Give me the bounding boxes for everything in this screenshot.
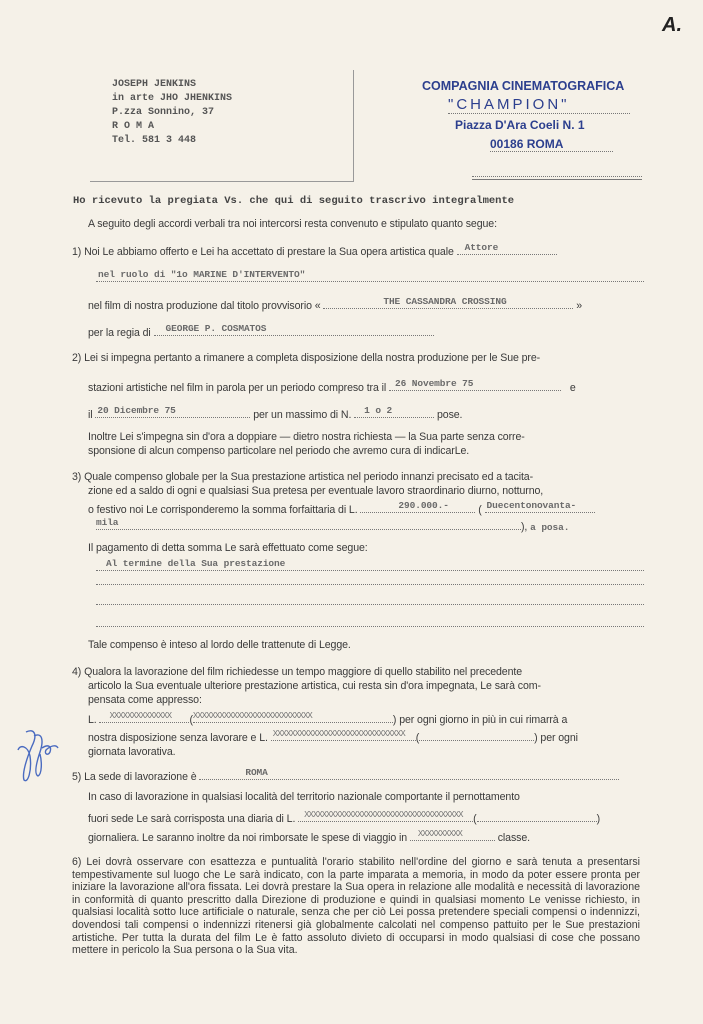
amount-value: 290.000.- [398,500,449,511]
s4-line5: nostra disposizione senza lavorare e L. [88,732,268,744]
amount-words-2: mila [96,517,119,528]
payment-value: Al termine della Sua prestazione [106,558,286,569]
blank-line [96,604,644,605]
heading: Ho ricevuto la pregiata Vs. che qui di seguito trascrivo integralmente [73,195,515,207]
s2-end-line [88,406,462,421]
blank-line [96,584,644,585]
role-detail-line [96,270,644,285]
s4-work-line: nostra disposizione senza lavorare e L. XXXXXXXXXXXXXXXXXXXXXXXXXXXXXX ( ) per ogni [88,729,578,744]
signature [12,726,62,784]
s4-line1: 4) Qualora la lavorazione del film richiedesse un tempo maggiore di quello stabilito nel precedente [72,666,523,678]
divider-vertical [353,70,354,182]
role-detail-value: nel ruolo di "1o MARINE D'INTERVENTO" [98,269,306,280]
company-city: 00186 ROMA [490,137,613,152]
sender-phone: Tel. 581 3 448 [112,135,197,146]
director-value: GEORGE P. COSMATOS [165,323,267,334]
sender-name: JOSEPH JENKINS [112,79,197,90]
sender-address: P.zza Sonnino, 37 [112,107,215,118]
s1-text: 1) Noi Le abbiamo offerto e Lei ha accettato di prestare la Sua opera artistica quale [72,246,454,258]
s2-dub2: sponsione di alcun compenso particolare nel periodo che avremo cura di indicarLe. [88,445,470,457]
s3-words-line: mila ), a posa. [96,517,570,533]
s2-line1: 2) Lei si impegna pertanto a rimanere a completa disposizione della nostra produzione per le Sue pre- [72,352,541,364]
role-field [457,243,557,255]
s5-diaria-line: fuori sede Le sarà corrisposta una diaria di L. XXXXXXXXXXXXXXXXXXXXXXXXXXXXXXXXXXXX ( ) [88,810,601,825]
s5-line2: In caso di lavorazione in qualsiasi località del territorio nazionale comportante il pernottamento [88,791,520,803]
s5-place-line [72,768,619,783]
company-brand: "CHAMPION" [448,96,630,114]
s2-il: il [88,409,93,421]
page-mark: A. [662,14,682,36]
company-name: COMPAGNIA CINEMATOGRAFICA [422,79,625,93]
role-value: Attore [464,242,499,253]
s5-classe: classe. [497,832,531,844]
place-value: ROMA [245,767,268,778]
s4-line6: giornata lavorativa. [88,746,176,758]
amount-words-1: Duecentonovanta- [486,500,577,511]
s4-x1: XXXXXXXXXXXXXX [109,711,172,721]
director-label: per la regia di [88,327,151,339]
s6-text: 6) Lei dovrà osservare con esattezza e puntualità l'orario stabilito nell'ordine del giorno e sarà tenuta a presentarsi tempestivamente sul luogo che Le sarà indicato, con la parte imparata a memoria, in modo da poter essere pronta per iniziare la lavorazione all'ora fissata. Lei dovrà prestare la Sua opera in relazione alle modalità e necessità di lavorazione in conformità di quanto prescritto dalla Direzione di produzione e quindi in qualsiasi momento Le venisse richiesto, in qualsiasi località sotto luce artificiale o naturale, senza che per ciò Lei possa pretendere speciali compensi o indennizzi, dovendosi tali compensi o indennizzi ritenersi già globalmente calcolati nel compenso pattuito per le Sue prestazioni artistiche. Per tutta la durata del film Le è fatto assoluto divieto di occuparsi in modo qualsiasi di cose che possano mettere in pericolo la Sua persona o la Sua vita. [72,856,640,957]
s3-line3: o festivo noi Le corrisponderemo la somma forfaittaria di L. [88,504,358,516]
s4-x3: XXXXXXXXXXXXXXXXXXXXXXXXXXXXXX [272,729,405,739]
s3-line2: zione ed a saldo di ogni e qualsiasi Sua pretesa per eventuale lavoro straordinario diurno, notturno, [88,485,544,497]
s2-e: e [569,382,576,394]
blank-line [96,626,644,627]
s2-line2: stazioni artistiche nel film in parola per un periodo compreso tra il [88,382,387,394]
s4-per-work: ) per ogni [534,732,578,744]
s2-dub1: Inoltre Lei s'impegna sin d'ora a doppiare — dietro nostra richiesta — la Sua parte senza corre- [88,431,525,443]
start-date: 26 Novembre 75 [394,378,474,389]
s5-travel-line [88,829,530,844]
s5-x1: XXXXXXXXXXXXXXXXXXXXXXXXXXXXXXXXXXXX [304,810,463,820]
s3-amount-line: o festivo noi Le corrisponderemo la somma forfaittaria di L. 290.000.- ( Duecentonovanta- [88,501,595,516]
s4-line2: articolo la Sua eventuale ulteriore prestazione artistica, cui resta sin d'ora impegnata, Le sarà com- [88,680,541,692]
sender-alias: in arte JHO JHENKINS [112,93,233,104]
pose-label: pose. [436,409,463,421]
film-label: nel film di nostra produzione dal titolo provvisorio « [88,300,321,312]
end-date: 20 Dicembre 75 [97,405,176,416]
s4-per-day: ) per ogni giorno in più in cui rimarrà a [392,714,568,726]
intro: A seguito degli accordi verbali tra noi intercorsi resta convenuto e stipulato quanto segue: [88,218,497,230]
s5-label: 5) La sede di lavorazione è [72,771,197,783]
payment-label: Il pagamento di detta somma Le sarà effettuato come segue: [88,542,368,554]
s5-close: ) [596,813,601,825]
film-line [88,297,582,312]
sender-city: R O M A [112,121,155,132]
s4-day-line: L. XXXXXXXXXXXXXX ( XXXXXXXXXXXXXXXXXXXXXXXXXXX ) per ogni giorno in più in cui rimarrà a [88,711,568,726]
per-posa: a posa. [530,522,570,533]
s5-x2: XXXXXXXXXX [417,829,462,839]
max-label: per un massimo di N. [253,409,352,421]
s3-line1: 3) Quale compenso globale per la Sua prestazione artistica nel periodo innanzi precisato ed a tacita- [72,471,534,483]
director-line [88,324,434,339]
film-title: THE CASSANDRA CROSSING [383,296,507,307]
section-1 [72,243,557,258]
s5-line3: fuori sede Le sarà corrisposta una diaria di L. [88,813,296,825]
gross-note: Tale compenso è inteso al lordo delle trattenute di Legge. [88,639,351,651]
payment-line [96,559,644,574]
s4-l: L. [88,714,97,726]
s5-line4: giornaliera. Le saranno inoltre da noi rimborsate le spese di viaggio in [88,832,408,844]
divider-horizontal [90,181,353,182]
s4-line3: pensata come appresso: [88,694,202,706]
company-address: Piazza D'Ara Coeli N. 1 [455,118,585,132]
company-rule [472,176,642,180]
s2-period-line [88,379,576,394]
max-value: 1 o 2 [364,405,393,416]
s4-x2: XXXXXXXXXXXXXXXXXXXXXXXXXXX [192,711,312,721]
film-end: » [576,300,582,312]
